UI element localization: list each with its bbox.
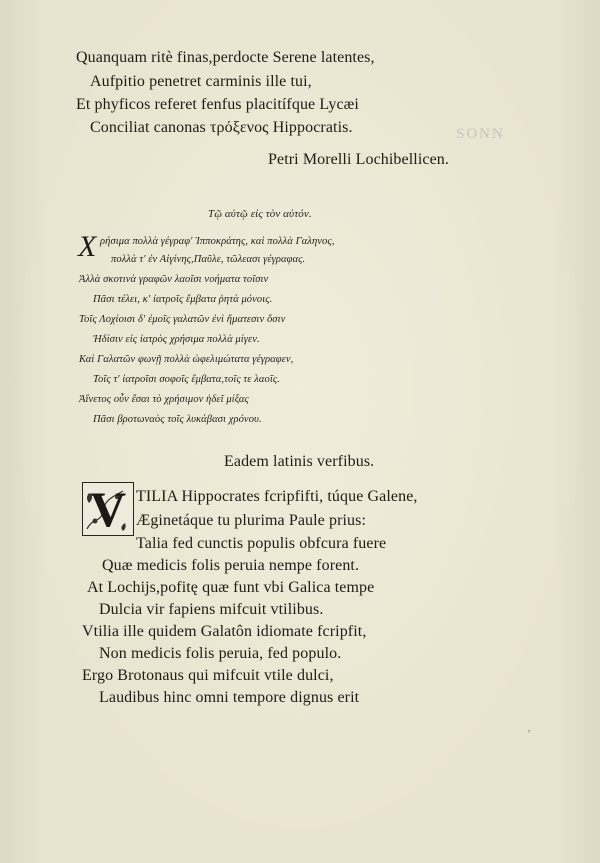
greek-line-4: Πᾶσι τέλει, κ' ἰατροῖς ἔμβατα ῥητὰ μόνοις. bbox=[93, 294, 273, 305]
dropcap-letter: V bbox=[89, 481, 127, 537]
decorated-initial bbox=[82, 482, 134, 536]
latin-line-9: Ergo Brotonaus qui mifcuit vtile dulci, bbox=[82, 667, 334, 684]
greek-line-3: Ἀλλὰ σκοτινὰ γραφῶν λαοῖσι νοήματα τοῖσιν bbox=[79, 274, 269, 285]
greek-line-7: Καὶ Γαλατῶν φωνῇ πολλὰ ὠφελιμώτατα γέγραφεν, bbox=[79, 354, 294, 365]
greek-line-10: Πᾶσι βροτωναὸς τοῖς λυκάβασι χρόνου. bbox=[93, 414, 262, 425]
greek-line-8: Τοῖς τ' ἰατροῖσι σοφοῖς ἔμβατα,τοῖς τε λαοῖς. bbox=[93, 374, 280, 385]
greek-line-2: πολλὰ τ' ἐν Αἰγίνης,Παῦλε, τῶλεασι γέγραφας. bbox=[111, 254, 306, 265]
greek-heading: Τῷ αὐτῷ εἰς τὸν αὐτόν. bbox=[208, 208, 312, 220]
latin-line-7: Vtilia ille quidem Galatôn idiomate fcripfit, bbox=[82, 623, 367, 640]
greek-initial: Χ bbox=[78, 230, 97, 263]
latin-line-6: Dulcia vir fapiens mifcuit vtilibus. bbox=[99, 601, 324, 618]
latin-heading: Eadem latinis verfibus. bbox=[224, 453, 375, 470]
greek-line-6: Ἠδίσιν εἰς ἰατρὸς χρήσιμα πολλὰ μίγεν. bbox=[93, 334, 260, 345]
latin-line-5: At Lochijs,pofitę quæ funt vbi Galica tempe bbox=[87, 579, 375, 596]
poem1-line-4: Conciliat canonas τρόξενος Hippocratis. bbox=[90, 119, 353, 136]
latin-line-8: Non medicis folis peruia, fed populo. bbox=[99, 645, 342, 662]
show-through-text: SONN bbox=[456, 126, 505, 142]
greek-line-9: Ἀἴνετος οὖν ἔσαι τὸ χρήσιμον ἡδεῖ μίξας bbox=[79, 394, 249, 405]
poem1-author: Petri Morelli Lochibellicen. bbox=[268, 151, 449, 168]
latin-line-10: Laudibus hinc omni tempore dignus erit bbox=[99, 689, 360, 706]
greek-line-1: ρήσιμα πολλὰ γέγραφ' Ἱπποκράτης, καὶ πολλὰ Γαληνος, bbox=[100, 236, 335, 247]
latin-line-3: Talia fed cunctis populis obfcura fuere bbox=[136, 535, 387, 552]
poem1-line-3: Et phyficos referet fenfus placitífque Lycæi bbox=[76, 96, 359, 113]
latin-line-2: Æginetáque tu plurima Paule prius: bbox=[136, 512, 367, 529]
page-mark: ' bbox=[528, 728, 530, 740]
greek-line-5: Τοῖς Λοχίοισι δ' ἐμοῖς γαλατῶν ἐνὶ ἤματεσιν ὅσιν bbox=[79, 314, 286, 325]
poem1-line-2: Aufpitio penetret carminis ille tui, bbox=[90, 73, 312, 90]
poem1-line-1: Quanquam ritè finas,perdocte Serene latentes, bbox=[76, 49, 375, 66]
latin-line-1: TILIA Hippocrates fcripfifti, túque Galene, bbox=[136, 488, 418, 505]
latin-line-4: Quæ medicis folis peruia nempe forent. bbox=[102, 557, 360, 574]
